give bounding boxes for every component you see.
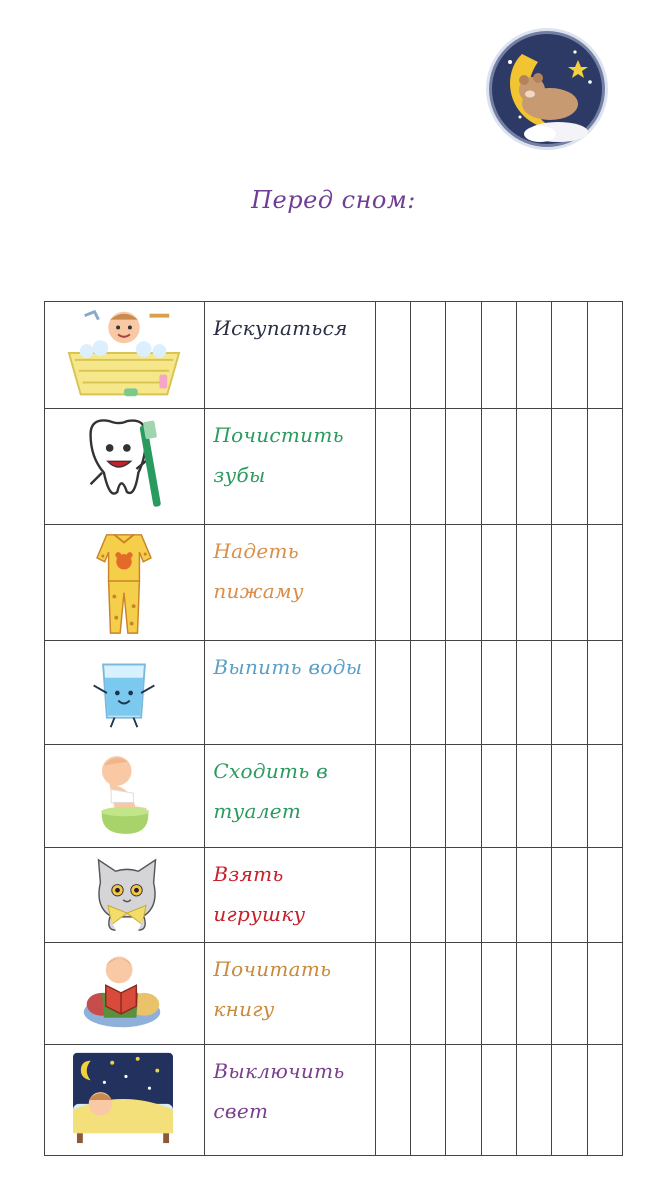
checkbox-cell[interactable] <box>517 1045 552 1156</box>
table-row <box>45 848 623 943</box>
table-row <box>45 1045 623 1156</box>
checkbox-cell[interactable] <box>375 525 410 641</box>
baby-on-potty-icon <box>89 749 163 841</box>
checkbox-cell[interactable] <box>587 525 622 641</box>
checkbox-cell[interactable] <box>446 409 481 525</box>
checkbox-cell[interactable] <box>446 641 481 745</box>
task-label: Надеть пижаму <box>213 539 304 603</box>
task-label: Выпить воды <box>213 655 363 679</box>
checkbox-cell[interactable] <box>587 745 622 848</box>
task-cell <box>205 302 375 409</box>
checkbox-cell[interactable] <box>375 409 410 525</box>
task-cell <box>205 641 375 745</box>
checkbox-cell[interactable] <box>481 943 516 1045</box>
table-row <box>45 302 623 409</box>
checkbox-cell[interactable] <box>411 302 446 409</box>
task-picture-cell <box>45 302 205 409</box>
task-label: Искупаться <box>213 316 348 340</box>
task-cell <box>205 745 375 848</box>
checkbox-cell[interactable] <box>552 943 587 1045</box>
checkbox-cell[interactable] <box>481 302 516 409</box>
task-picture-cell <box>45 1045 205 1156</box>
checkbox-cell[interactable] <box>375 745 410 848</box>
checkbox-cell[interactable] <box>481 641 516 745</box>
checkbox-cell[interactable] <box>481 745 516 848</box>
task-picture-cell <box>45 745 205 848</box>
table-row <box>45 943 623 1045</box>
table-row <box>45 409 623 525</box>
checkbox-cell[interactable] <box>517 641 552 745</box>
checkbox-cell[interactable] <box>587 848 622 943</box>
task-picture-cell <box>45 641 205 745</box>
checkbox-cell[interactable] <box>411 409 446 525</box>
task-cell <box>205 525 375 641</box>
checkbox-cell[interactable] <box>446 848 481 943</box>
task-label: Почистить зубы <box>213 423 344 487</box>
toy-cat-icon <box>89 854 165 936</box>
checkbox-cell[interactable] <box>375 641 410 745</box>
checkbox-cell[interactable] <box>375 848 410 943</box>
checkbox-cell[interactable] <box>375 1045 410 1156</box>
task-label: Почитать книгу <box>213 957 332 1021</box>
checkbox-cell[interactable] <box>587 302 622 409</box>
checkbox-cell[interactable] <box>552 848 587 943</box>
checkbox-cell[interactable] <box>517 409 552 525</box>
checkbox-cell[interactable] <box>552 641 587 745</box>
task-cell <box>205 943 375 1045</box>
checkbox-cell[interactable] <box>587 943 622 1045</box>
table-row <box>45 525 623 641</box>
checkbox-cell[interactable] <box>411 1045 446 1156</box>
task-picture-cell <box>45 848 205 943</box>
tooth-with-toothbrush-icon <box>81 415 167 521</box>
checkbox-cell[interactable] <box>517 943 552 1045</box>
checkbox-cell[interactable] <box>481 848 516 943</box>
checkbox-cell[interactable] <box>411 641 446 745</box>
checkbox-cell[interactable] <box>446 745 481 848</box>
checkbox-cell[interactable] <box>411 745 446 848</box>
checkbox-cell[interactable] <box>481 409 516 525</box>
bear-on-moon-icon <box>480 22 615 157</box>
checkbox-cell[interactable] <box>552 409 587 525</box>
page-title: Перед сном: <box>251 186 416 214</box>
checkbox-cell[interactable] <box>517 525 552 641</box>
bedtime-routine-table <box>44 301 623 1156</box>
task-picture-cell <box>45 943 205 1045</box>
checkbox-cell[interactable] <box>481 1045 516 1156</box>
task-label: Выключить свет <box>213 1059 345 1123</box>
checkbox-cell[interactable] <box>411 943 446 1045</box>
checkbox-cell[interactable] <box>587 641 622 745</box>
task-label: Взять игрушку <box>213 862 306 926</box>
checkbox-cell[interactable] <box>481 525 516 641</box>
checkbox-cell[interactable] <box>446 525 481 641</box>
checkbox-cell[interactable] <box>552 1045 587 1156</box>
task-cell <box>205 409 375 525</box>
task-picture-cell <box>45 525 205 641</box>
pajamas-icon <box>95 529 153 637</box>
glass-of-water-icon <box>85 655 163 731</box>
checkbox-cell[interactable] <box>517 745 552 848</box>
bathing-baby-icon <box>65 305 183 405</box>
table-row <box>45 641 623 745</box>
checkbox-cell[interactable] <box>552 745 587 848</box>
checkbox-cell[interactable] <box>375 943 410 1045</box>
task-picture-cell <box>45 409 205 525</box>
checkbox-cell[interactable] <box>411 848 446 943</box>
task-cell <box>205 1045 375 1156</box>
checkbox-cell[interactable] <box>517 302 552 409</box>
checkbox-cell[interactable] <box>587 1045 622 1156</box>
task-label: Сходить в туалет <box>213 759 329 823</box>
checkbox-cell[interactable] <box>587 409 622 525</box>
table-row <box>45 745 623 848</box>
checkbox-cell[interactable] <box>446 302 481 409</box>
checkbox-cell[interactable] <box>375 302 410 409</box>
checkbox-cell[interactable] <box>411 525 446 641</box>
task-cell <box>205 848 375 943</box>
checkbox-cell[interactable] <box>552 525 587 641</box>
sleeping-child-icon <box>69 1049 177 1147</box>
checkbox-cell[interactable] <box>552 302 587 409</box>
checkbox-cell[interactable] <box>446 943 481 1045</box>
boy-reading-icon <box>79 947 165 1033</box>
checkbox-cell[interactable] <box>517 848 552 943</box>
checkbox-cell[interactable] <box>446 1045 481 1156</box>
